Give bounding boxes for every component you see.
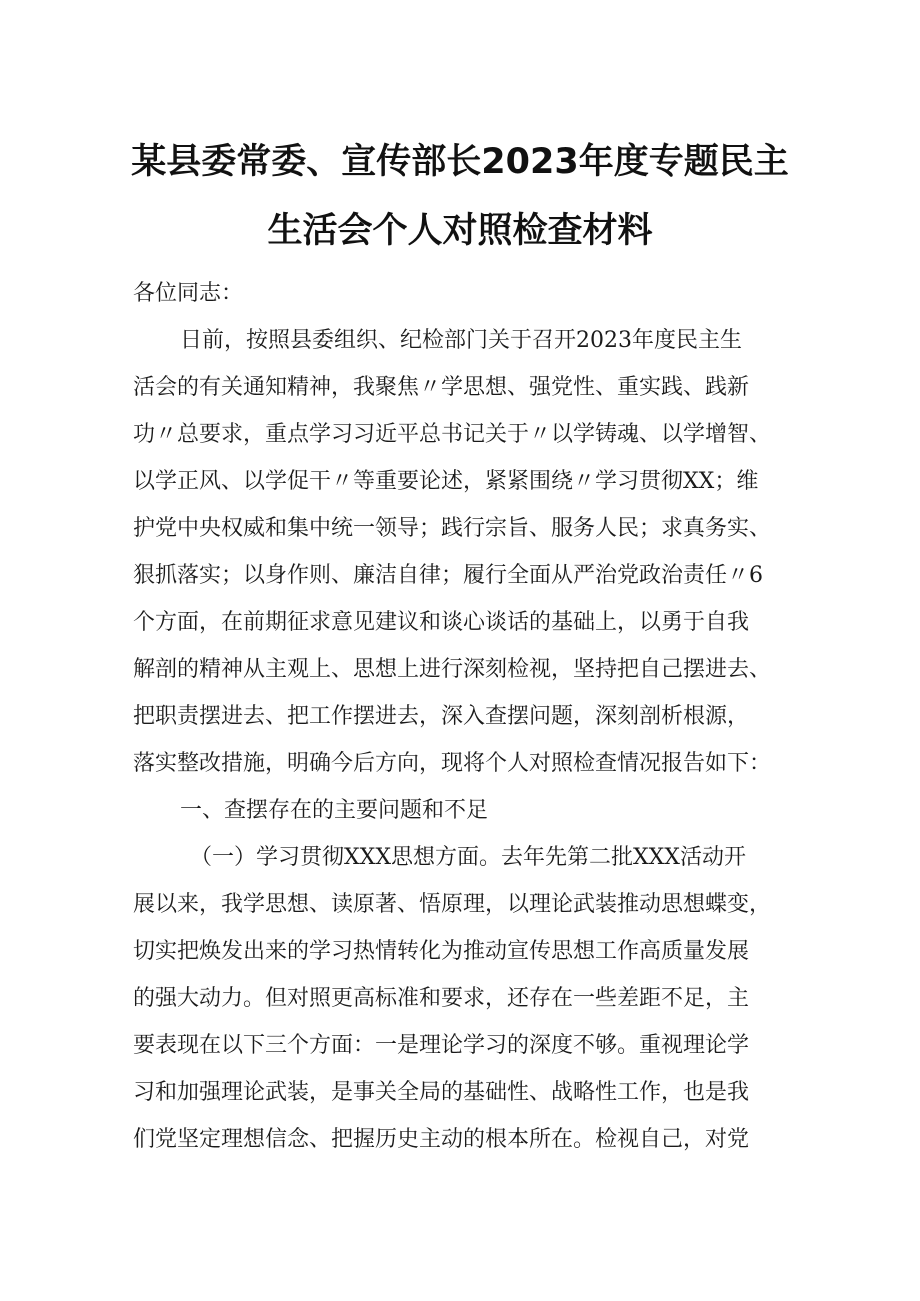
paragraph-line: 功〃总要求，重点学习习近平总书记关于〃以学铸魂、以学增智、 bbox=[133, 422, 772, 447]
paragraph-line: 落实整改措施，明确今后方向，现将个人对照检查情况报告如下： bbox=[133, 751, 772, 776]
paragraph-line: 切实把焕发出来的学习热情转化为推动宣传思想工作高质量发展 bbox=[133, 939, 750, 964]
section-heading: 一、查摆存在的主要问题和不足 bbox=[180, 798, 489, 823]
paragraph-line: 要表现在以下三个方面：一是理论学习的深度不够。重视理论学 bbox=[133, 1033, 750, 1058]
document-title-line-1: 某县委常委、宣传部长2023年度专题民主 bbox=[131, 142, 789, 182]
paragraph-line: 把职责摆进去、把工作摆进去，深入查摆问题，深刻剖析根源， bbox=[133, 704, 750, 729]
paragraph-line: 以学正风、以学促干〃等重要论述，紧紧围绕〃学习贯彻XX；维 bbox=[133, 469, 759, 494]
paragraph-line: 展以来，我学思想、读原著、悟原理，以理论武装推动思想蝶变， bbox=[133, 892, 772, 917]
paragraph-line: 们党坚定理想信念、把握历史主动的根本所在。检视自己，对党 bbox=[133, 1127, 750, 1152]
paragraph-line: 活会的有关通知精神，我聚焦〃学思想、强党性、重实践、践新 bbox=[133, 375, 750, 400]
paragraph-line: 习和加强理论武装，是事关全局的基础性、战略性工作，也是我 bbox=[133, 1080, 750, 1105]
paragraph-line: 解剖的精神从主观上、思想上进行深刻检视，坚持把自己摆进去、 bbox=[133, 657, 772, 682]
subsection-heading-line: （一）学习贯彻XXX思想方面。去年先第二批XXX活动开 bbox=[190, 845, 746, 870]
paragraph-line: 狠抓落实；以身作则、廉洁自律；履行全面从严治党政治责任〃6 bbox=[133, 563, 763, 588]
paragraph-line: 的强大动力。但对照更高标准和要求，还存在一些差距不足，主 bbox=[133, 986, 750, 1011]
document-title-line-2: 生活会个人对照检查材料 bbox=[267, 211, 653, 251]
salutation: 各位同志： bbox=[133, 281, 244, 306]
paragraph-line: 个方面，在前期征求意见建议和谈心谈话的基础上，以勇于自我 bbox=[133, 610, 750, 635]
paragraph-line: 护党中央权威和集中统一领导；践行宗旨、服务人民；求真务实、 bbox=[133, 516, 772, 541]
paragraph-line: 日前，按照县委组织、纪检部门关于召开2023年度民主生 bbox=[180, 328, 742, 353]
